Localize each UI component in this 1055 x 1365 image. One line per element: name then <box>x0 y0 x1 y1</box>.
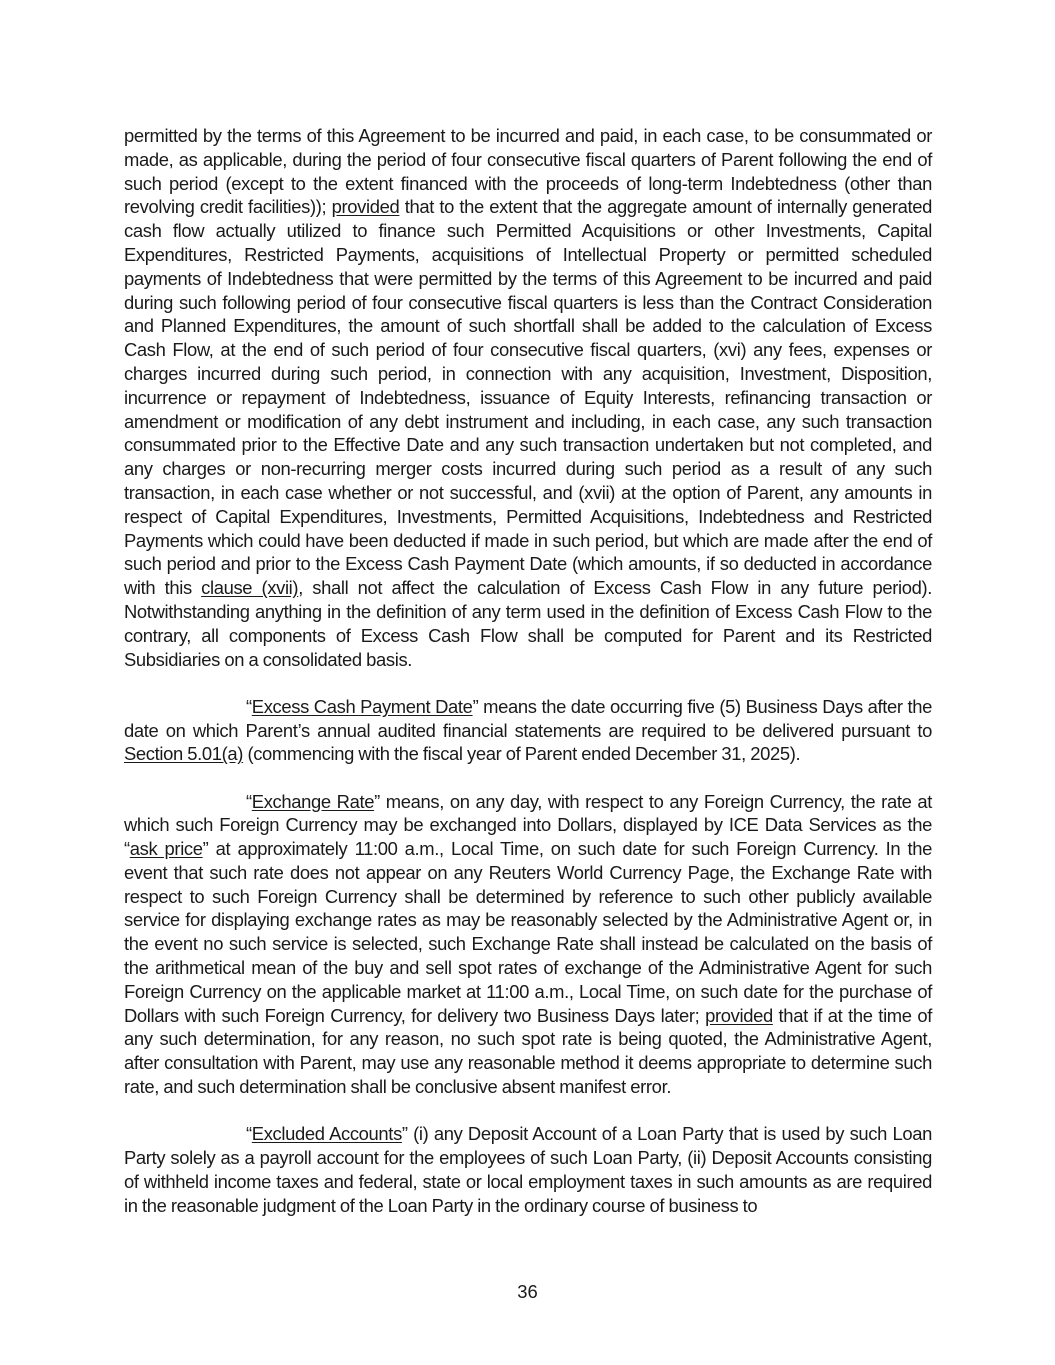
text-run: ” means, on any day, with respect to any Foreign Currency, the rate at which such Foreign Currency may be exchanged into Dollars, displayed by ICE Data Services as the “ <box>124 790 932 860</box>
text-run: (commencing with the fiscal year of Parent ended December 31, 2025). <box>243 743 801 765</box>
text-run: permitted by the terms of this Agreement to be incurred and paid, in each case, to be consummated or made, as applicable, during the period of four consecutive fiscal quarters of Parent following the end of such period (except to the extent financed with the proceeds of long-term Indebtedness (other than revolving credit facilities)); <box>124 125 932 218</box>
underlined-term-provided: provided <box>705 1004 773 1026</box>
text-run: that to the extent that the aggregate amount of internally generated cash flow actually utilized to finance such Permitted Acquisitions or other Investments, Capital Expenditures, Restricted Payments, acquisitions of Intellectual Property or permitted scheduled payments of Indebtedness that were permitted by the terms of this Agreement to be incurred and paid during such following period of four consecutive fiscal quarters is less than the Contract Consideration and Planned Expenditures, the amount of such shortfall shall be added to the calculation of Excess Cash Flow, at the end of such period of four consecutive fiscal quarters, (xvi) any fees, expenses or charges incurred during such period, in connection with any acquisition, Investment, Disposition, incurrence or repayment of Indebtedness, issuance of Equity Interests, refinancing transaction or amendment or modification of any debt instrument and including, in each case, any such transaction consummated prior to the Effective Date and any such transaction undertaken but not completed, and any charges or non-recurring merger costs incurred during such period as a result of any such transaction, in each case whether or not successful, and (xvii) at the option of Parent, any amounts in respect of Capital Expenditures, Investments, Permitted Acquisitions, Indebtedness and Restricted Payments which could have been deducted if made in such period, but which are made after the end of such period and prior to the Excess Cash Payment Date (which amounts, if so deducted in accordance with this <box>124 196 932 599</box>
paragraph-excess-cash-flow-continuation <box>124 124 932 671</box>
paragraph-excluded-accounts <box>124 1122 932 1217</box>
defined-term-excess-cash-payment-date: Excess Cash Payment Date <box>251 695 473 717</box>
paragraph-excess-cash-payment-date <box>124 695 932 766</box>
underlined-term-ask-price: ask price <box>129 838 203 860</box>
defined-term-excluded-accounts: Excluded Accounts <box>251 1123 402 1145</box>
open-quote: “ <box>246 695 252 717</box>
open-quote: “ <box>246 790 252 812</box>
text-run: that if at the time of any such determination, for any reason, no such spot rate is being quoted, the Administrative Agent, after consultation with Parent, may use any reasonable method it deems appropriate to determine such rate, and such determination shall be conclusive absent manifest error. <box>124 1004 933 1098</box>
page-number: 36 <box>517 1281 538 1302</box>
underlined-term-clause-xvii: clause (xvii) <box>201 577 299 599</box>
text-run: ” means the date occurring five (5) Business Days after the date on which Parent’s annual audited financial statements are required to be delivered pursuant to <box>124 695 933 741</box>
section-reference-5-01a: Section 5.01(a) <box>124 743 244 765</box>
text-run: ” at approximately 11:00 a.m., Local Time, on such date for such Foreign Currency. In the event that such rate does not appear on any Reuters World Currency Page, the Exchange Rate with respect to such Foreign Currency shall be determined by reference to such other publicly available service for displaying exchange rates as may be reasonably selected by the Administrative Agent or, in the event no such service is selected, such Exchange Rate shall instead be calculated on the basis of the arithmetical mean of the buy and sell spot rates of exchange of the Administrative Agent for such Foreign Currency on the applicable market at 11:00 a.m., Local Time, on such date for the purchase of Dollars with such Foreign Currency, for delivery two Business Days later; <box>124 838 932 1026</box>
open-quote: “ <box>246 1123 252 1145</box>
text-run: , shall not affect the calculation of Excess Cash Flow in any future period). Notwithstanding anything in the definition of any term used in the definition of Excess Cash Flow to the contrary, all components of Excess Cash Flow shall be computed for Parent and its Restricted Subsidiaries on a consolidated basis. <box>124 577 932 670</box>
defined-term-exchange-rate: Exchange Rate <box>251 790 375 812</box>
document-body <box>124 124 932 1241</box>
text-run: ” (i) any Deposit Account of a Loan Party that is used by such Loan Party solely as a payroll account for the employees of such Loan Party, (ii) Deposit Accounts consisting of withheld income taxes and federal, state or local employment taxes in such amounts as are required in the reasonable judgment of the Loan Party in the ordinary course of business to <box>124 1123 932 1216</box>
paragraph-exchange-rate <box>124 790 932 1099</box>
underlined-term-provided: provided <box>331 196 400 218</box>
